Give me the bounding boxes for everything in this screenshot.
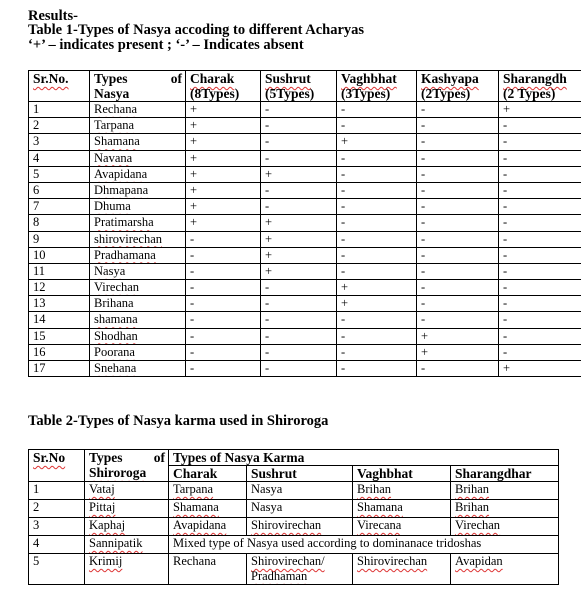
table2-title: Table 2-Types of Nasya karma used in Shiroroga: [28, 413, 329, 429]
shiroroga-nasya-table: [28, 449, 559, 585]
t2-header-srno: Sr.No: [29, 450, 85, 482]
table-row: 8 Pratimarsha + + - - -: [29, 215, 581, 231]
t1-header-vaghbhat: Vaghbhat (3Types): [337, 71, 417, 102]
t1-header-kashyapa: Kashyapa (2Types): [417, 71, 499, 102]
table-row: 6 Dhmapana + - - - -: [29, 182, 581, 198]
results-heading: Results-: [28, 8, 78, 24]
t2-subheader-sushrut: Sushrut: [247, 466, 353, 482]
table-row: 2 Pittaj Shamana Nasya Shamana Brihan: [29, 500, 559, 518]
table-row: 2 Tarpana + - - - -: [29, 118, 581, 134]
table-row: 9 shirovirechan - + - - -: [29, 231, 581, 247]
table-row: 3 Shamana + - + - -: [29, 134, 581, 150]
table-row: 4 Sannipatik Mixed type of Nasya used according to dominanace tridoshas: [29, 536, 559, 554]
table-row: 12 Virechan - - + - -: [29, 280, 581, 296]
t1-header-sharangdhar: Sharangdh (2 Types): [499, 71, 581, 102]
nasya-types-table: [28, 70, 581, 377]
table-row: 14 shamana - - - - -: [29, 312, 581, 328]
table-row: 4 Navana + - - - -: [29, 150, 581, 166]
table-row: 13 Brihana - - + - -: [29, 296, 581, 312]
table-row: 15 Shodhan - - - + -: [29, 328, 581, 344]
table1-title: Table 1-Types of Nasya accoding to different Acharyas: [28, 22, 365, 38]
t1-header-srno: Sr.No.: [29, 71, 90, 102]
table-row: 11 Nasya - + - - -: [29, 263, 581, 279]
t1-header-charak: Charak (8Types): [186, 71, 261, 102]
t2-header-group: Types of Nasya Karma: [169, 450, 559, 466]
t2-subheader-charak: Charak: [169, 466, 247, 482]
table-row: 1 Rechana + - - - +: [29, 102, 581, 118]
table-row: 17 Snehana - - - - +: [29, 361, 581, 377]
table-row: 10 Pradhamana - + - - -: [29, 247, 581, 263]
t1-header-sushrut: Sushrut (5Types): [261, 71, 337, 102]
table-row: 16 Poorana - - - + -: [29, 344, 581, 360]
table-row: 1 Vataj Tarpana Nasya Brihan Brihan: [29, 482, 559, 500]
table-row: 7 Dhuma + - - - -: [29, 199, 581, 215]
t2-subheader-sharangdhar: Sharangdhar: [451, 466, 559, 482]
t1-header-types: Types of Nasya: [90, 71, 186, 102]
table-row: 5 Krimij Rechana Shirovirechan/ Pradhaman Shirovirechan Avapidan: [29, 554, 559, 585]
table-row: 5 Avapidana + + - - -: [29, 166, 581, 182]
t2-header-types: Types of Shiroroga: [85, 450, 169, 482]
table-row: 3 Kaphaj Avapidana Shirovirechan Virecana Virechan: [29, 518, 559, 536]
table1-legend: ‘+’ – indicates present ; ‘-’ – Indicates absent: [28, 37, 304, 53]
t2-subheader-vaghbhat: Vaghbhat: [353, 466, 451, 482]
